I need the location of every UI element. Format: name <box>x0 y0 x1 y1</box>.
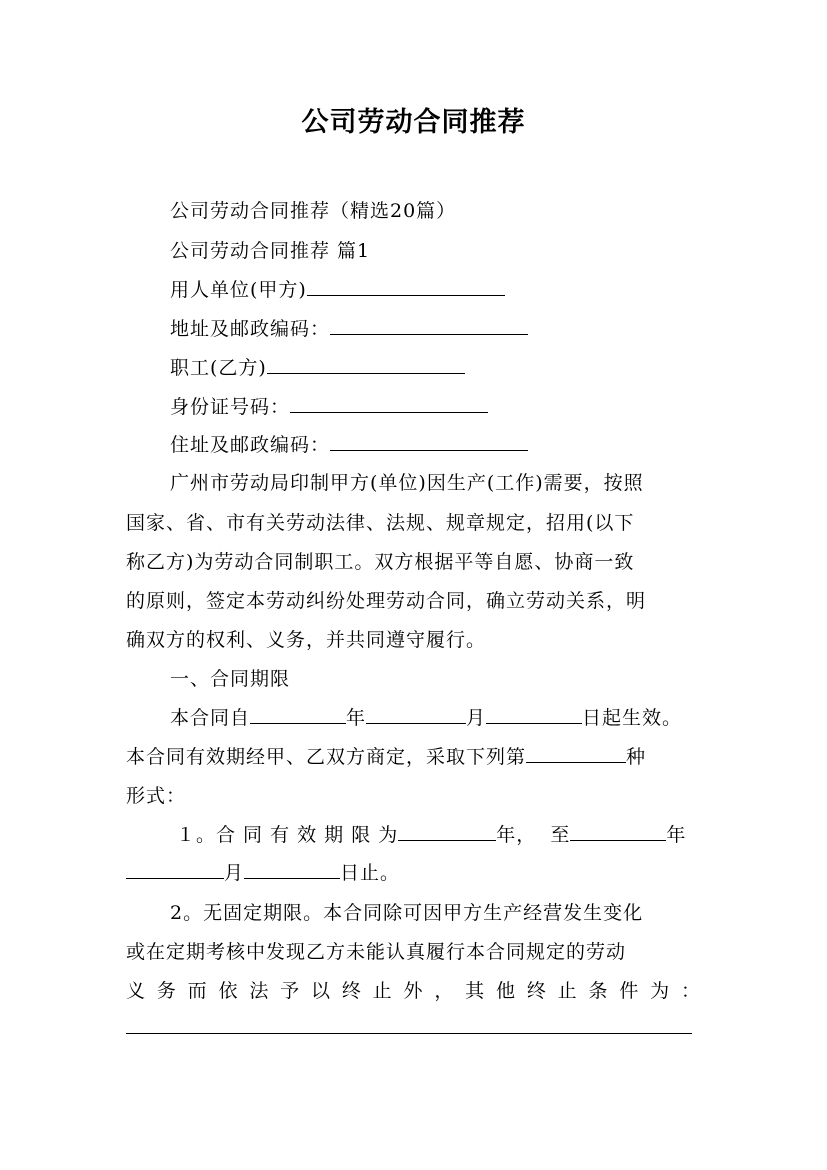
employer-field <box>170 277 505 303</box>
kind-label: 种 <box>626 746 647 768</box>
paragraph-line: 或在定期考核中发现乙方未能认真履行本合同规定的劳动 <box>126 941 627 963</box>
employee-field <box>170 355 465 381</box>
clause-heading: 一、合同期限 <box>170 668 291 690</box>
year-blank <box>250 706 346 724</box>
employee-blank <box>267 356 465 374</box>
paragraph-line: 义 务 而 依 法 予 以 终 止 外 ， 其 他 终 止 条 件 为 ： <box>126 980 701 1002</box>
term-start-line <box>170 705 682 731</box>
id-number-blank <box>290 395 488 413</box>
year-label: 年 <box>346 707 367 729</box>
residence-field <box>170 432 528 458</box>
effective-label: 日起生效。 <box>582 707 683 729</box>
paragraph-line: 2。无固定期限。本合同除可因甲方生产经营发生变化 <box>170 902 644 924</box>
form-number-blank <box>526 745 626 763</box>
residence-blank <box>330 433 528 451</box>
end-day-blank <box>244 861 340 879</box>
fixed-term-text: １。合 同 有 效 期 限 为 <box>176 824 399 846</box>
year-label: 年 <box>666 824 687 846</box>
paragraph-line: 国家、省、市有关劳动法律、法规、规章规定，招用(以下 <box>126 512 635 534</box>
employer-blank <box>307 278 505 296</box>
term-form-line <box>126 744 646 770</box>
fixed-term-line <box>176 822 686 848</box>
id-number-field <box>170 394 488 420</box>
id-number-label: 身份证号码： <box>170 396 291 418</box>
employer-label: 用人单位(甲方) <box>170 279 307 301</box>
section-heading: 公司劳动合同推荐 篇1 <box>170 240 371 262</box>
address-blank <box>330 317 528 335</box>
end-month-blank <box>126 861 224 879</box>
term-form-line: 形式： <box>126 785 187 807</box>
month-blank <box>366 706 466 724</box>
fill-in-blank-line <box>126 1033 692 1034</box>
term-text: 本合同自 <box>170 707 251 729</box>
fixed-term-line <box>126 860 400 886</box>
paragraph-line: 称乙方)为劳动合同制职工。双方根据平等自愿、协商一致 <box>126 551 635 573</box>
year-blank <box>398 823 496 841</box>
paragraph-line: 确双方的权利、义务，并共同遵守履行。 <box>126 629 487 651</box>
address-field <box>170 316 528 342</box>
subtitle-line: 公司劳动合同推荐（精选20篇） <box>170 200 457 222</box>
end-year-blank <box>570 823 666 841</box>
month-label: 月 <box>466 707 487 729</box>
document-title: 公司劳动合同推荐 <box>301 107 526 138</box>
month-label: 月 <box>224 862 245 884</box>
paragraph-line: 的原则，签定本劳动纠纷处理劳动合同，确立劳动关系，明 <box>126 590 647 612</box>
to-label: 年， 至 <box>496 824 571 846</box>
paragraph-line: 广州市劳动局印制甲方(单位)因生产(工作)需要，按照 <box>170 472 644 494</box>
residence-label: 住址及邮政编码： <box>170 434 331 456</box>
term-text: 本合同有效期经甲、乙双方商定，采取下列第 <box>126 746 527 768</box>
end-label: 日止。 <box>340 862 401 884</box>
employee-label: 职工(乙方) <box>170 357 267 379</box>
day-blank <box>486 706 582 724</box>
address-label: 地址及邮政编码： <box>170 318 331 340</box>
